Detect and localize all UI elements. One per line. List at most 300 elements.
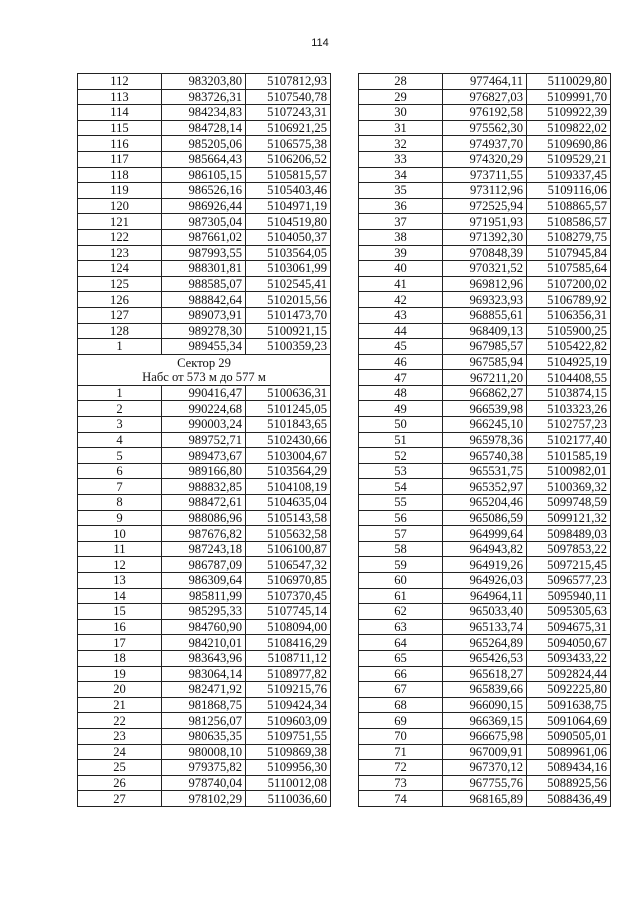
right-table-body <box>359 74 611 807</box>
table-row <box>78 385 331 401</box>
table-row <box>359 370 611 386</box>
table-row <box>359 183 611 199</box>
sector-header-cell <box>78 354 331 385</box>
y-coordinate-cell: 5095940,11 <box>527 588 611 604</box>
x-coordinate-cell: 985811,99 <box>162 588 246 604</box>
table-row <box>359 510 611 526</box>
y-coordinate-cell: 5101843,65 <box>246 417 331 433</box>
table-row <box>78 791 331 807</box>
y-coordinate-cell: 5094050,67 <box>527 635 611 651</box>
table-row <box>359 74 611 90</box>
table-row <box>359 167 611 183</box>
y-coordinate-cell: 5106789,92 <box>527 292 611 308</box>
point-number-cell: 24 <box>78 744 162 760</box>
point-number-cell: 3 <box>78 417 162 433</box>
x-coordinate-cell: 965086,59 <box>443 510 527 526</box>
y-coordinate-cell: 5108711,12 <box>246 650 331 666</box>
point-number-cell: 51 <box>359 432 443 448</box>
point-number-cell: 43 <box>359 307 443 323</box>
y-coordinate-cell: 5109991,70 <box>527 89 611 105</box>
x-coordinate-cell: 988086,96 <box>162 510 246 526</box>
y-coordinate-cell: 5107540,78 <box>246 89 331 105</box>
y-coordinate-cell: 5109956,30 <box>246 760 331 776</box>
y-coordinate-cell: 5109116,06 <box>527 183 611 199</box>
x-coordinate-cell: 965618,27 <box>443 666 527 682</box>
y-coordinate-cell: 5108094,00 <box>246 619 331 635</box>
x-coordinate-cell: 967755,76 <box>443 775 527 791</box>
y-coordinate-cell: 5109690,86 <box>527 136 611 152</box>
x-coordinate-cell: 984760,90 <box>162 619 246 635</box>
point-number-cell: 117 <box>78 151 162 167</box>
y-coordinate-cell: 5104519,80 <box>246 214 331 230</box>
point-number-cell: 66 <box>359 666 443 682</box>
table-row <box>78 573 331 589</box>
table-row <box>359 650 611 666</box>
y-coordinate-cell: 5102015,56 <box>246 292 331 308</box>
x-coordinate-cell: 980008,10 <box>162 744 246 760</box>
point-number-cell: 45 <box>359 339 443 355</box>
point-number-cell: 42 <box>359 292 443 308</box>
table-row <box>78 229 331 245</box>
table-row <box>78 261 331 277</box>
y-coordinate-cell: 5103061,99 <box>246 261 331 277</box>
table-row <box>359 198 611 214</box>
x-coordinate-cell: 986926,44 <box>162 198 246 214</box>
x-coordinate-cell: 965740,38 <box>443 448 527 464</box>
table-row <box>359 307 611 323</box>
x-coordinate-cell: 985295,33 <box>162 604 246 620</box>
point-number-cell: 16 <box>78 619 162 635</box>
table-row <box>359 448 611 464</box>
y-coordinate-cell: 5110036,60 <box>246 791 331 807</box>
y-coordinate-cell: 5105143,58 <box>246 510 331 526</box>
table-row <box>359 697 611 713</box>
point-number-cell: 62 <box>359 604 443 620</box>
y-coordinate-cell: 5101245,05 <box>246 401 331 417</box>
point-number-cell: 39 <box>359 245 443 261</box>
y-coordinate-cell: 5110012,08 <box>246 775 331 791</box>
table-row <box>359 339 611 355</box>
point-number-cell: 114 <box>78 105 162 121</box>
point-number-cell: 115 <box>78 120 162 136</box>
table-row <box>78 120 331 136</box>
x-coordinate-cell: 969812,96 <box>443 276 527 292</box>
x-coordinate-cell: 986309,64 <box>162 573 246 589</box>
x-coordinate-cell: 973112,96 <box>443 183 527 199</box>
point-number-cell: 7 <box>78 479 162 495</box>
point-number-cell: 49 <box>359 401 443 417</box>
table-row <box>359 463 611 479</box>
table-row <box>78 588 331 604</box>
y-coordinate-cell: 5091064,69 <box>527 713 611 729</box>
x-coordinate-cell: 988301,81 <box>162 261 246 277</box>
x-coordinate-cell: 986526,16 <box>162 183 246 199</box>
point-number-cell: 60 <box>359 573 443 589</box>
point-number-cell: 59 <box>359 557 443 573</box>
y-coordinate-cell: 5097853,22 <box>527 541 611 557</box>
table-row <box>78 105 331 121</box>
table-row <box>359 775 611 791</box>
point-number-cell: 4 <box>78 432 162 448</box>
table-row <box>359 120 611 136</box>
point-number-cell: 35 <box>359 183 443 199</box>
y-coordinate-cell: 5091638,75 <box>527 697 611 713</box>
table-row <box>78 432 331 448</box>
y-coordinate-cell: 5103323,26 <box>527 401 611 417</box>
x-coordinate-cell: 978102,29 <box>162 791 246 807</box>
y-coordinate-cell: 5102545,41 <box>246 276 331 292</box>
point-number-cell: 113 <box>78 89 162 105</box>
x-coordinate-cell: 985205,06 <box>162 136 246 152</box>
y-coordinate-cell: 5108279,75 <box>527 229 611 245</box>
y-coordinate-cell: 5107200,02 <box>527 276 611 292</box>
x-coordinate-cell: 983643,96 <box>162 650 246 666</box>
y-coordinate-cell: 5096577,23 <box>527 573 611 589</box>
table-row <box>78 526 331 542</box>
table-row <box>78 151 331 167</box>
point-number-cell: 44 <box>359 323 443 339</box>
x-coordinate-cell: 965426,53 <box>443 650 527 666</box>
y-coordinate-cell: 5106206,52 <box>246 151 331 167</box>
point-number-cell: 29 <box>359 89 443 105</box>
sector-header-row <box>78 354 331 385</box>
x-coordinate-cell: 971951,93 <box>443 214 527 230</box>
point-number-cell: 17 <box>78 635 162 651</box>
table-row <box>78 510 331 526</box>
y-coordinate-cell: 5109751,55 <box>246 728 331 744</box>
x-coordinate-cell: 967985,57 <box>443 339 527 355</box>
x-coordinate-cell: 989278,30 <box>162 323 246 339</box>
x-coordinate-cell: 983203,80 <box>162 74 246 90</box>
point-number-cell: 57 <box>359 526 443 542</box>
y-coordinate-cell: 5089961,06 <box>527 744 611 760</box>
y-coordinate-cell: 5105815,57 <box>246 167 331 183</box>
y-coordinate-cell: 5109215,76 <box>246 682 331 698</box>
point-number-cell: 61 <box>359 588 443 604</box>
point-number-cell: 8 <box>78 495 162 511</box>
point-number-cell: 18 <box>78 650 162 666</box>
y-coordinate-cell: 5106921,25 <box>246 120 331 136</box>
y-coordinate-cell: 5099121,32 <box>527 510 611 526</box>
x-coordinate-cell: 973711,55 <box>443 167 527 183</box>
y-coordinate-cell: 5109529,21 <box>527 151 611 167</box>
x-coordinate-cell: 968409,13 <box>443 323 527 339</box>
y-coordinate-cell: 5108865,57 <box>527 198 611 214</box>
table-row <box>359 635 611 651</box>
y-coordinate-cell: 5109424,34 <box>246 697 331 713</box>
table-row <box>359 292 611 308</box>
y-coordinate-cell: 5107745,14 <box>246 604 331 620</box>
point-number-cell: 48 <box>359 385 443 401</box>
point-number-cell: 72 <box>359 760 443 776</box>
point-number-cell: 122 <box>78 229 162 245</box>
table-row <box>359 151 611 167</box>
x-coordinate-cell: 972525,94 <box>443 198 527 214</box>
point-number-cell: 26 <box>78 775 162 791</box>
x-coordinate-cell: 966369,15 <box>443 713 527 729</box>
y-coordinate-cell: 5104635,04 <box>246 495 331 511</box>
y-coordinate-cell: 5088925,56 <box>527 775 611 791</box>
x-coordinate-cell: 989455,34 <box>162 339 246 355</box>
y-coordinate-cell: 5100921,15 <box>246 323 331 339</box>
table-row <box>78 557 331 573</box>
point-number-cell: 112 <box>78 74 162 90</box>
table-row <box>359 682 611 698</box>
y-coordinate-cell: 5097215,45 <box>527 557 611 573</box>
table-row <box>78 323 331 339</box>
point-number-cell: 33 <box>359 151 443 167</box>
point-number-cell: 52 <box>359 448 443 464</box>
table-row <box>359 541 611 557</box>
x-coordinate-cell: 967370,12 <box>443 760 527 776</box>
table-row <box>359 744 611 760</box>
y-coordinate-cell: 5089434,16 <box>527 760 611 776</box>
y-coordinate-cell: 5109822,02 <box>527 120 611 136</box>
x-coordinate-cell: 964919,26 <box>443 557 527 573</box>
x-coordinate-cell: 976192,58 <box>443 105 527 121</box>
table-row <box>78 728 331 744</box>
table-row <box>359 385 611 401</box>
table-row <box>78 619 331 635</box>
x-coordinate-cell: 987993,55 <box>162 245 246 261</box>
x-coordinate-cell: 968855,61 <box>443 307 527 323</box>
y-coordinate-cell: 5099748,59 <box>527 495 611 511</box>
point-number-cell: 9 <box>78 510 162 526</box>
x-coordinate-cell: 987676,82 <box>162 526 246 542</box>
point-number-cell: 14 <box>78 588 162 604</box>
point-number-cell: 116 <box>78 136 162 152</box>
table-row <box>78 214 331 230</box>
table-row <box>78 635 331 651</box>
table-row <box>78 339 331 355</box>
x-coordinate-cell: 975562,30 <box>443 120 527 136</box>
table-row <box>78 167 331 183</box>
table-row <box>359 619 611 635</box>
table-row <box>359 276 611 292</box>
table-row <box>359 214 611 230</box>
x-coordinate-cell: 971392,30 <box>443 229 527 245</box>
y-coordinate-cell: 5104971,19 <box>246 198 331 214</box>
point-number-cell: 58 <box>359 541 443 557</box>
point-number-cell: 23 <box>78 728 162 744</box>
y-coordinate-cell: 5108977,82 <box>246 666 331 682</box>
y-coordinate-cell: 5109603,09 <box>246 713 331 729</box>
point-number-cell: 74 <box>359 791 443 807</box>
x-coordinate-cell: 976827,03 <box>443 89 527 105</box>
left-table-body-top <box>78 74 331 355</box>
table-row <box>78 292 331 308</box>
y-coordinate-cell: 5102757,23 <box>527 417 611 433</box>
x-coordinate-cell: 974320,29 <box>443 151 527 167</box>
x-coordinate-cell: 983064,14 <box>162 666 246 682</box>
point-number-cell: 53 <box>359 463 443 479</box>
table-row <box>359 354 611 370</box>
point-number-cell: 40 <box>359 261 443 277</box>
point-number-cell: 1 <box>78 339 162 355</box>
x-coordinate-cell: 966539,98 <box>443 401 527 417</box>
point-number-cell: 65 <box>359 650 443 666</box>
x-coordinate-cell: 977464,11 <box>443 74 527 90</box>
x-coordinate-cell: 981868,75 <box>162 697 246 713</box>
table-row <box>78 697 331 713</box>
x-coordinate-cell: 970848,39 <box>443 245 527 261</box>
x-coordinate-cell: 990224,68 <box>162 401 246 417</box>
x-coordinate-cell: 978740,04 <box>162 775 246 791</box>
x-coordinate-cell: 983726,31 <box>162 89 246 105</box>
table-row <box>78 417 331 433</box>
point-number-cell: 25 <box>78 760 162 776</box>
point-number-cell: 5 <box>78 448 162 464</box>
y-coordinate-cell: 5092225,80 <box>527 682 611 698</box>
x-coordinate-cell: 988842,64 <box>162 292 246 308</box>
x-coordinate-cell: 965264,89 <box>443 635 527 651</box>
x-coordinate-cell: 965978,36 <box>443 432 527 448</box>
x-coordinate-cell: 965352,97 <box>443 479 527 495</box>
x-coordinate-cell: 965204,46 <box>443 495 527 511</box>
y-coordinate-cell: 5106356,31 <box>527 307 611 323</box>
x-coordinate-cell: 989166,80 <box>162 463 246 479</box>
point-number-cell: 38 <box>359 229 443 245</box>
point-number-cell: 22 <box>78 713 162 729</box>
coordinates-table-right <box>358 73 611 807</box>
y-coordinate-cell: 5104050,37 <box>246 229 331 245</box>
x-coordinate-cell: 966090,15 <box>443 697 527 713</box>
table-row <box>359 666 611 682</box>
x-coordinate-cell: 979375,82 <box>162 760 246 776</box>
y-coordinate-cell: 5103564,05 <box>246 245 331 261</box>
table-row <box>359 760 611 776</box>
y-coordinate-cell: 5104925,19 <box>527 354 611 370</box>
x-coordinate-cell: 987305,04 <box>162 214 246 230</box>
y-coordinate-cell: 5100369,32 <box>527 479 611 495</box>
table-row <box>359 261 611 277</box>
table-row <box>78 307 331 323</box>
y-coordinate-cell: 5109337,45 <box>527 167 611 183</box>
y-coordinate-cell: 5103564,29 <box>246 463 331 479</box>
y-coordinate-cell: 5106547,32 <box>246 557 331 573</box>
table-row <box>359 432 611 448</box>
y-coordinate-cell: 5102177,40 <box>527 432 611 448</box>
sector-header-body <box>78 354 331 385</box>
table-row <box>359 105 611 121</box>
x-coordinate-cell: 988585,07 <box>162 276 246 292</box>
point-number-cell: 121 <box>78 214 162 230</box>
y-coordinate-cell: 5107585,64 <box>527 261 611 277</box>
table-row <box>359 713 611 729</box>
x-coordinate-cell: 964943,82 <box>443 541 527 557</box>
y-coordinate-cell: 5100982,01 <box>527 463 611 479</box>
x-coordinate-cell: 965839,66 <box>443 682 527 698</box>
y-coordinate-cell: 5093433,22 <box>527 650 611 666</box>
x-coordinate-cell: 989473,67 <box>162 448 246 464</box>
table-row <box>78 89 331 105</box>
table-row <box>359 728 611 744</box>
point-number-cell: 125 <box>78 276 162 292</box>
coordinates-table-left <box>77 73 331 807</box>
table-row <box>359 323 611 339</box>
sector-subtitle: Набс от 573 м до 577 м <box>142 369 266 384</box>
table-row <box>78 650 331 666</box>
point-number-cell: 126 <box>78 292 162 308</box>
x-coordinate-cell: 967009,91 <box>443 744 527 760</box>
point-number-cell: 1 <box>78 385 162 401</box>
table-row <box>359 229 611 245</box>
point-number-cell: 71 <box>359 744 443 760</box>
y-coordinate-cell: 5103004,67 <box>246 448 331 464</box>
point-number-cell: 41 <box>359 276 443 292</box>
y-coordinate-cell: 5102430,66 <box>246 432 331 448</box>
x-coordinate-cell: 966675,98 <box>443 728 527 744</box>
x-coordinate-cell: 984210,01 <box>162 635 246 651</box>
y-coordinate-cell: 5098489,03 <box>527 526 611 542</box>
point-number-cell: 118 <box>78 167 162 183</box>
y-coordinate-cell: 5107243,31 <box>246 105 331 121</box>
y-coordinate-cell: 5109869,38 <box>246 744 331 760</box>
table-row <box>359 588 611 604</box>
point-number-cell: 50 <box>359 417 443 433</box>
y-coordinate-cell: 5108586,57 <box>527 214 611 230</box>
y-coordinate-cell: 5108416,29 <box>246 635 331 651</box>
x-coordinate-cell: 990003,24 <box>162 417 246 433</box>
table-row <box>359 791 611 807</box>
y-coordinate-cell: 5104108,19 <box>246 479 331 495</box>
point-number-cell: 64 <box>359 635 443 651</box>
table-row <box>359 136 611 152</box>
table-row <box>78 541 331 557</box>
point-number-cell: 36 <box>359 198 443 214</box>
table-row <box>78 183 331 199</box>
point-number-cell: 31 <box>359 120 443 136</box>
table-row <box>78 604 331 620</box>
point-number-cell: 15 <box>78 604 162 620</box>
y-coordinate-cell: 5107370,45 <box>246 588 331 604</box>
y-coordinate-cell: 5095305,63 <box>527 604 611 620</box>
point-number-cell: 68 <box>359 697 443 713</box>
table-row <box>78 479 331 495</box>
x-coordinate-cell: 965133,74 <box>443 619 527 635</box>
y-coordinate-cell: 5101473,70 <box>246 307 331 323</box>
table-row <box>78 136 331 152</box>
y-coordinate-cell: 5092824,44 <box>527 666 611 682</box>
point-number-cell: 10 <box>78 526 162 542</box>
x-coordinate-cell: 982471,92 <box>162 682 246 698</box>
table-row <box>78 245 331 261</box>
point-number-cell: 21 <box>78 697 162 713</box>
point-number-cell: 120 <box>78 198 162 214</box>
table-row <box>359 557 611 573</box>
x-coordinate-cell: 988472,61 <box>162 495 246 511</box>
point-number-cell: 28 <box>359 74 443 90</box>
table-row <box>78 198 331 214</box>
x-coordinate-cell: 965531,75 <box>443 463 527 479</box>
table-row <box>78 276 331 292</box>
table-row <box>78 463 331 479</box>
table-row <box>359 479 611 495</box>
table-row <box>78 682 331 698</box>
point-number-cell: 73 <box>359 775 443 791</box>
x-coordinate-cell: 981256,07 <box>162 713 246 729</box>
point-number-cell: 70 <box>359 728 443 744</box>
x-coordinate-cell: 969323,93 <box>443 292 527 308</box>
x-coordinate-cell: 988832,85 <box>162 479 246 495</box>
table-row <box>78 401 331 417</box>
y-coordinate-cell: 5090505,01 <box>527 728 611 744</box>
table-row <box>359 89 611 105</box>
y-coordinate-cell: 5100359,23 <box>246 339 331 355</box>
y-coordinate-cell: 5105632,58 <box>246 526 331 542</box>
point-number-cell: 11 <box>78 541 162 557</box>
x-coordinate-cell: 986105,15 <box>162 167 246 183</box>
